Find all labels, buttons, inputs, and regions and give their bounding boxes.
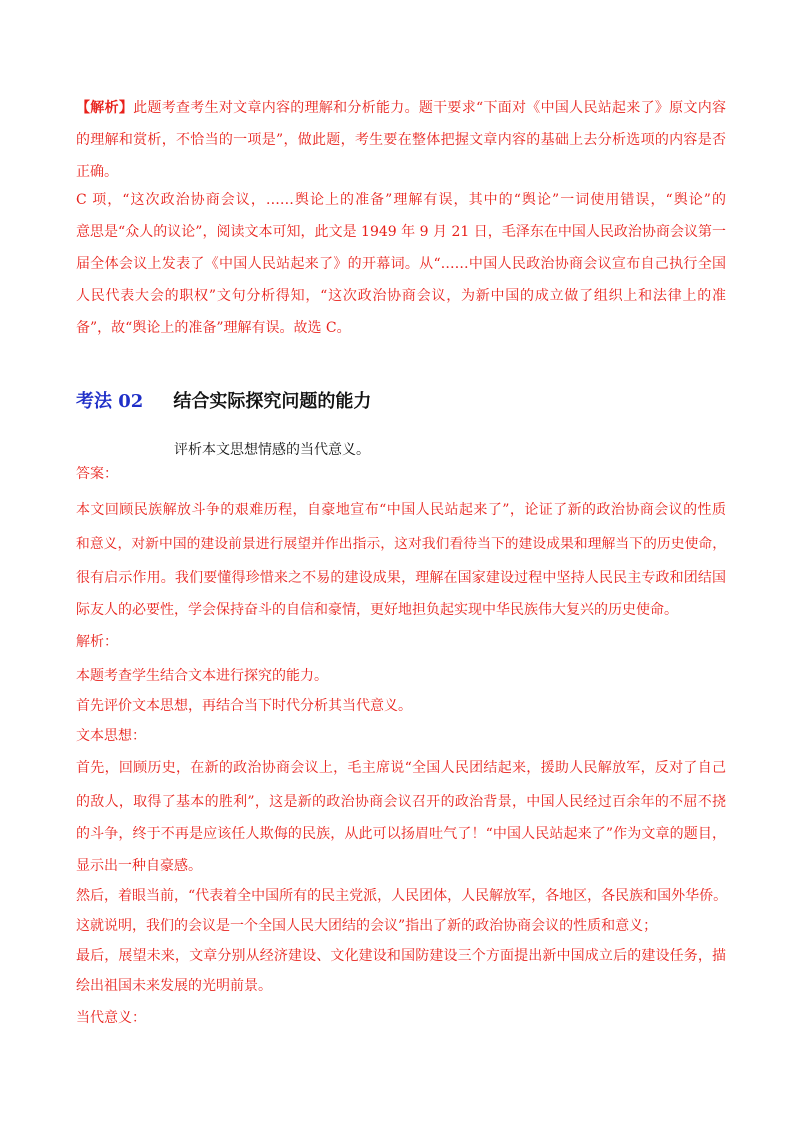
explanation-label: 解析：: [76, 634, 118, 650]
thought-line-6: 这就说明，我们的会议是一个全国人民大团结的会议”指出了新的政治协商会议的性质和意义；: [76, 918, 658, 934]
analysis-line-8: 备”，故“舆论上的准备”理解有误。故选 C。: [76, 320, 351, 336]
analysis-line-2: 的理解和赏析，不恰当的一项是”，做此题，考生要在整体把握文章内容的基础上去分析选项的内容是否: [76, 132, 726, 148]
explanation-line-2: 首先评价文本思想，再结合当下时代分析其当代意义。: [76, 698, 412, 714]
contemporary-meaning-label: 当代意义：: [76, 1010, 146, 1026]
answer-line-2: 和意义，对新中国的建设前景进行展望并作出指示，这对我们看待当下的建设成果和理解当下的历史使命，: [76, 536, 726, 552]
thought-line-8: 绘出祖国未来发展的光明前景。: [76, 978, 272, 994]
analysis-line-1: [76, 98, 726, 118]
answer-label: 答案：: [76, 466, 118, 482]
analysis-tag: 【解析】: [76, 100, 134, 116]
answer-line-3: 很有启示作用。我们要懂得珍惜来之不易的建设成果，理解在国家建设过程中坚持人民民主专政和团结国: [76, 570, 726, 586]
explanation-line-1: 本题考查学生结合文本进行探究的能力。: [76, 668, 328, 684]
thought-line-4: 显示出一种自豪感。: [76, 858, 202, 874]
heading-number: 考法 02: [76, 391, 144, 412]
thought-line-2: 的敌人，取得了基本的胜利”，这是新的政治协商会议召开的政治背景，中国人民经过百余年的不屈不挠: [76, 794, 726, 810]
thought-line-5: 然后，着眼当前，“代表着全中国所有的民主党派，人民团体，人民解放军，各地区，各民族和国外华侨。: [76, 888, 728, 904]
answer-line-1: 本文回顾民族解放斗争的艰难历程，自豪地宣布“中国人民站起来了”，论证了新的政治协商会议的性质: [76, 502, 726, 518]
heading-title: 结合实际探究问题的能力: [173, 391, 372, 412]
analysis-line-7: 人民代表大会的职权”文句分析得知，“这次政治协商会议，为新中国的成立做了组织上和法律上的准: [76, 288, 726, 304]
analysis-line-6: 届全体会议上发表了《中国人民站起来了》的开幕词。从“……中国人民政治协商会议宣布自己执行全国: [76, 256, 726, 272]
analysis-line-5: 意思是“众人的议论”，阅读文本可知，此文是 1949 年 9 月 21 日，毛泽东在中国人民政治协商会议第一: [76, 224, 726, 240]
thought-line-3: 的斗争，终于不再是应该任人欺侮的民族，从此可以扬眉吐气了！“中国人民站起来了”作为文章的题目，: [76, 826, 726, 842]
analysis-line-3: 正确。: [76, 164, 118, 180]
text-thought-label: 文本思想：: [76, 728, 146, 744]
analysis-line-4: C 项，“这次政治协商会议，……舆论上的准备”理解有误，其中的“舆论”一词使用错误，“舆论”的: [76, 192, 726, 208]
thought-line-7: 最后，展望未来，文章分别从经济建设、文化建设和国防建设三个方面提出新中国成立后的建设任务，描: [76, 948, 726, 964]
analysis-text: 此题考查考生对文章内容的理解和分析能力。题干要求“下面对《中国人民站起来了》原文内容: [133, 100, 727, 116]
question-text: 评析本文思想情感的当代意义。: [174, 442, 370, 458]
section-heading: [76, 390, 371, 414]
thought-line-1: 首先，回顾历史，在新的政治协商会议上，毛主席说“全国人民团结起来，援助人民解放军，反对了自己: [76, 760, 726, 776]
answer-line-4: 际友人的必要性，学会保持奋斗的自信和豪情，更好地担负起实现中华民族伟大复兴的历史使命。: [76, 602, 678, 618]
